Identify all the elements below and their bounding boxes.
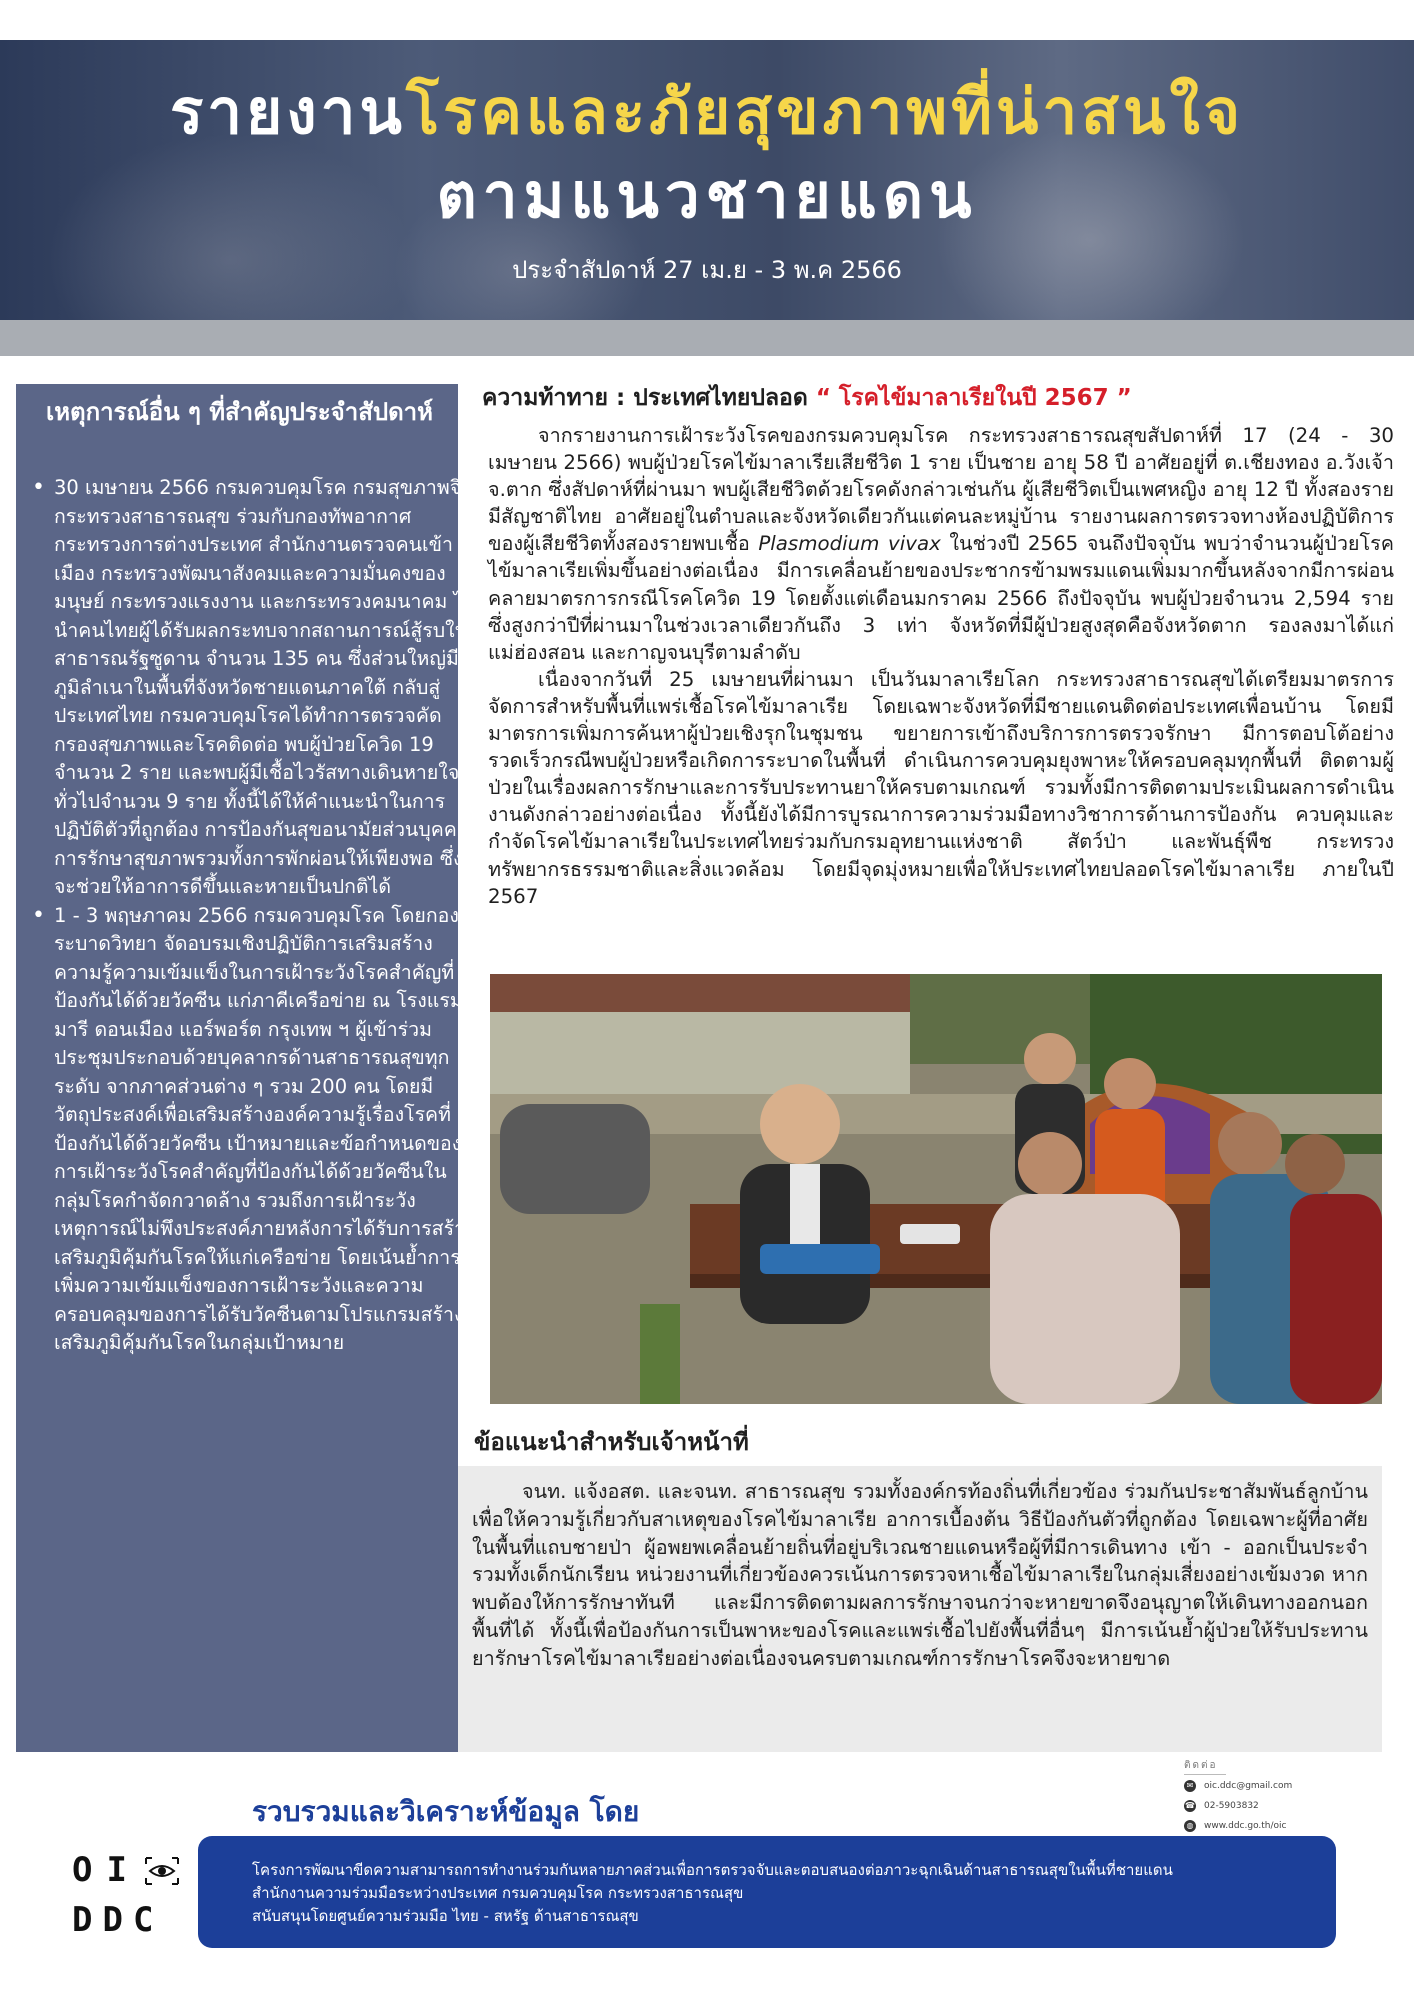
- contact-email[interactable]: oic.ddc@gmail.com: [1204, 1781, 1293, 1791]
- paragraph-text: ในช่วงปี 2565 จนถึงปัจจุบัน พบว่าจำนวนผู้ป่วยโรคไข้มาลาเรียเพิ่มขึ้นอย่างต่อเนื่อง มีการเคลื่อนย้ายของประชากรข้ามพรมแดนเพิ่มมากขึ้นหลังจากมีการผ่อนคลายมาตรการกรณีโรคโควิด 19 โดยตั้งแต่เดือนมกราคม 2566 ถึงปัจจุบัน พบผู้ป่วยจำนวน 2,594 ราย ซึ่งสูงกว่าปีที่ผ่านมาในช่วงเวลาเดียวกันถึง 3 เท่า จังหวัดที่มีผู้ป่วยสูงสุดคือจังหวัดตาก รองลงมาได้แก่ แม่ฮ่องสอน และกาญจนบุรีตามลำดับ: [488, 532, 1394, 664]
- oic-ddc-logo: [72, 1850, 192, 1960]
- footer-office-line: สำนักงานความร่วมมือระหว่างประเทศ กรมควบคุมโรค กระทรวงสาธารณสุข: [252, 1884, 744, 1902]
- email-icon: ✉: [1184, 1780, 1196, 1792]
- banner-subtitle: ประจำสัปดาห์ 27 เม.ย - 3 พ.ค 2566: [512, 256, 902, 284]
- recommendation-box: [458, 1466, 1382, 1752]
- contact-phone-row: [1184, 1797, 1364, 1815]
- sidebar-other-events: [16, 384, 477, 1752]
- phone-icon: ☎: [1185, 1801, 1195, 1810]
- contact-box: [1184, 1758, 1364, 1836]
- globe-icon: ◍: [1184, 1820, 1196, 1832]
- header-banner: [0, 40, 1414, 320]
- list-item: • 1 - 3 พฤษภาคม 2566 กรมควบคุมโรค โดยกองระบาดวิทยา จัดอบรมเชิงปฏิบัติการเสริมสร้างความรู้ความเข้มแข็งในการเฝ้าระวังโรคสำคัญที่ป้องกันได้ด้วยวัคซีน แก่ภาคีเครือข่าย ณ โรงแรมอมารี ดอนเมือง แอร์พอร์ต กรุงเทพ ฯ ผู้เข้าร่วมประชุมประกอบด้วยบุคลากรด้านสาธารณสุขทุกระดับ จากภาคส่วนต่าง ๆ รวม 200 คน โดยมีวัตถุประสงค์เพื่อเสริมสร้างองค์ความรู้เรื่องโรคที่ป้องกันได้ด้วยวัคซีน เป้าหมายและข้อกำหนดของการเฝ้าระวังโรคสำคัญที่ป้องกันได้ด้วยวัคซีนในกลุ่มโรคกำจัดกวาดล้าง รวมถึงการเฝ้าระวังเหตุการณ์ไม่พึงประสงค์ภายหลังการได้รับการสร้างเสริมภูมิคุ้มกันโรคให้แก่เครือข่าย โดยเน้นย้ำการเพิ่มความเข้มแข็งของการเฝ้าระวังและความครอบคลุมของการได้รับวัคซีนตามโปรแกรมสร้างเสริมภูมิคุ้มกันโรคในกลุ่มเป้าหมาย: [54, 902, 478, 1358]
- photo-illustration: [490, 974, 1382, 1404]
- list-item: • 30 เมษายน 2566 กรมควบคุมโรค กรมสุขภาพจิต กระทรวงสาธารณสุข ร่วมกับกองทัพอากาศ กระทรวงการต่างประเทศ สำนักงานตรวจคนเข้าเมือง กระทรวงพัฒนาสังคมและความมั่นคงของมนุษย์ กระทรวงแรงงาน และกระทรวงคมนาคม ได้นำคนไทยผู้ได้รับผลกระทบจากสถานการณ์สู้รบในสาธารณรัฐซูดาน จำนวน 135 คน ซึ่งส่วนใหญ่มีภูมิลำเนาในพื้นที่จังหวัดชายแดนภาคใต้ กลับสู่ประเทศไทย กรมควบคุมโรคได้ทำการตรวจคัดกรองสุขภาพและโรคติดต่อ พบผู้ป่วยโควิด 19 จำนวน 2 ราย และพบผู้มีเชื้อไวรัสทางเดินหายใจทั่วไปจำนวน 9 ราย ทั้งนี้ได้ให้คำแนะนำในการปฏิบัติตัวที่ถูกต้อง การป้องกันสุขอนามัยส่วนบุคคล การรักษาสุขภาพรวมทั้งการพักผ่อนให้เพียงพอ ซึ่งจะช่วยให้อาการดีขึ้นและหายเป็นปกติได้: [54, 474, 478, 902]
- footer-banner: [198, 1836, 1336, 1948]
- footer-project-line: โครงการพัฒนาขีดความสามารถการทำงานร่วมกันหลายภาคส่วนเพื่อการตรวจจับและตอบสนองต่อภาวะฉุกเฉินด้านสาธารณสุขในพื้นที่ชายแดน: [252, 1861, 1173, 1879]
- logo-text-bottom: DDC: [72, 1900, 164, 1940]
- banner-title-yellow: โรคและภัยสุขภาพที่น่าสนใจ: [405, 75, 1245, 148]
- pathogen-name: Plasmodium vivax: [758, 532, 941, 556]
- contact-web-row: [1184, 1817, 1364, 1835]
- banner-title-white: รายงาน: [169, 75, 406, 148]
- challenge-heading: [482, 382, 1382, 414]
- compiled-by-label: รวบรวมและวิเคราะห์ข้อมูล โดย: [252, 1795, 640, 1828]
- challenge-heading-highlight: “ โรคไข้มาลาเรียในปี 2567 ”: [815, 385, 1132, 411]
- sidebar-title: เหตุการณ์อื่น ๆ ที่สำคัญประจำสัปดาห์: [46, 398, 433, 426]
- divider-band: [0, 320, 1414, 356]
- article-paragraph: [488, 422, 1394, 666]
- contact-title: ติดต่อ: [1184, 1758, 1226, 1775]
- challenge-article: [488, 422, 1394, 910]
- contact-website[interactable]: www.ddc.go.th/oic: [1204, 1821, 1287, 1831]
- logo-text-top: OI: [72, 1850, 141, 1890]
- article-paragraph: เนื่องจากวันที่ 25 เมษายนที่ผ่านมา เป็นวันมาลาเรียโลก กระทรวงสาธารณสุขได้เตรียมมาตรการจัดการสำหรับพื้นที่แพร่เชื้อโรคไข้มาลาเรีย โดยเฉพาะจังหวัดที่มีชายแดนติดต่อประเทศเพื่อนบ้าน โดยมีมาตรการเพิ่มการค้นหาผู้ป่วยเชิงรุกในชุมชน ขยายการเข้าถึงบริการการตรวจรักษา มีการตอบโต้อย่างรวดเร็วกรณีพบผู้ป่วยหรือเกิดการระบาดในพื้นที่ ดำเนินการควบคุมยุงพาหะให้ครอบคลุมทุกพื้นที่ ติดตามผู้ป่วยในเรื่องผลการรักษาและการรับประทานยาให้ครบตามเกณฑ์ รวมทั้งมีการติดตามประเมินผลการดำเนินงานดังกล่าวอย่างต่อเนื่อง ทั้งนี้ยังได้มีการบูรณาการความร่วมมือทางวิชาการด้านการป้องกัน ควบคุมและกำจัดโรคไข้มาลาเรียในประเทศไทยร่วมกับกรมอุทยานแห่งชาติ สัตว์ป่า และพันธุ์พืช กระทรวงทรัพยากรธรรมชาติและสิ่งแวดล้อม โดยมีจุดมุ่งหมายเพื่อให้ประเทศไทยปลอดโรคไข้มาลาเรีย ภายในปี 2567: [488, 667, 1394, 908]
- banner-title-line1: [0, 70, 1414, 154]
- recommendation-body: [472, 1478, 1368, 1673]
- field-screening-photo: [490, 974, 1382, 1404]
- sidebar-list: [28, 474, 478, 1358]
- recommendation-heading: ข้อแนะนำสำหรับเจ้าหน้าที่: [474, 1428, 749, 1456]
- paragraph-text: จากรายงานการเฝ้าระวังโรคของกรมควบคุมโรค กระทรวงสาธารณสุขสัปดาห์ที่ 17 (24 - 30 เมษายน 2566) พบผู้ป่วยโรคไข้มาลาเรียเสียชีวิต 1 ราย เป็นชาย อายุ 58 ปี อาศัยอยู่ที่ ต.เชียงทอง อ.วังเจ้า จ.ตาก ซึ่งสัปดาห์ที่ผ่านมา พบผู้เสียชีวิตด้วยโรคดังกล่าวเช่นกัน ผู้เสียชีวิตเป็นเพศหญิง อายุ 12 ปี ทั้งสองรายมีสัญชาติไทย อาศัยอยู่ในตำบลและจังหวัดเดียวกันแต่คนละหมู่บ้าน รายงานผลการตรวจทางห้องปฏิบัติการของผู้เสียชีวิตทั้งสองรายพบเชื้อ: [488, 424, 1394, 556]
- contact-phone: 02-5903832: [1204, 1801, 1259, 1811]
- banner-title-line2: ตามแนวชายแดน: [436, 159, 978, 232]
- eye-icon: [144, 1856, 180, 1886]
- footer-support-line: สนับสนุนโดยศูนย์ความร่วมมือ ไทย - สหรัฐ ด้านสาธารณสุข: [252, 1907, 639, 1925]
- contact-email-row: [1184, 1777, 1364, 1795]
- recommendation-paragraph: จนท. แจ้งอสต. และจนท. สาธารณสุข รวมทั้งองค์กรท้องถิ่นที่เกี่ยวข้อง ร่วมกันประชาสัมพันธ์ลูกบ้าน เพื่อให้ความรู้เกี่ยวกับสาเหตุของโรคไข้มาลาเรีย อาการเบื้องต้น วิธีป้องกันตัวที่ถูกต้อง โดยเฉพาะผู้ที่อาศัยในพื้นที่แถบชายป่า ผู้อพยพเคลื่อนย้ายถิ่นที่อยู่บริเวณชายแดนหรือผู้ที่มีการเดินทาง เข้า - ออกเป็นประจำ รวมทั้งเด็กนักเรียน หน่วยงานที่เกี่ยวข้องควรเน้นการตรวจหาเชื้อไข้มาลาเรียในกลุ่มเสี่ยงอย่างเข้มงวด หากพบต้องให้การรักษาทันที และมีการติดตามผลการรักษาจนกว่าจะหายขาดจึงอนุญาตให้เดินทางออกนอกพื้นที่ได้ ทั้งนี้เพื่อป้องกันการเป็นพาหะของโรคและแพร่เชื้อไปยังพื้นที่อื่นๆ มีการเน้นย้ำผู้ป่วยให้รับประทานยารักษาโรคไข้มาลาเรียอย่างต่อเนื่องจนครบตามเกณฑ์การรักษาโรคจึงจะหายขาด: [472, 1480, 1368, 1670]
- challenge-heading-prefix: ความท้าทาย : ประเทศไทยปลอด: [482, 385, 816, 411]
